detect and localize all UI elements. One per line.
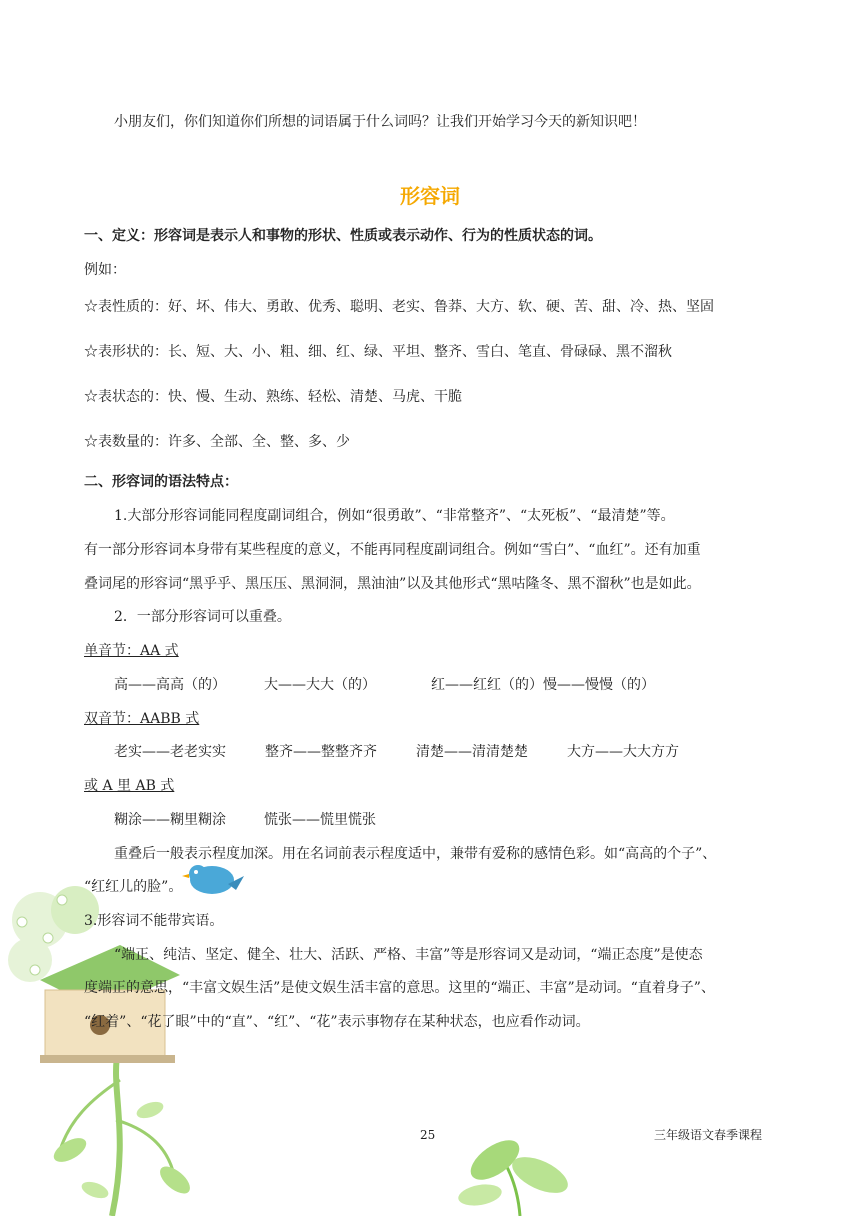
section1-heading: 一、定义：形容词是表示人和事物的形状、性质或表示动作、行为的性质状态的词。	[84, 228, 602, 244]
aabb-pair: 大方——大大方方	[567, 744, 679, 760]
intro-paragraph: 小朋友们，你们知道你们所想的词语属于什么词吗？让我们开始学习今天的新知识吧！	[114, 114, 646, 130]
course-name: 三年级语文春季课程	[654, 1128, 763, 1142]
paragraph-line: 有一部分形容词本身带有某些程度的意义，不能再同程度副词组合。例如“雪白”、“血红”。还有加重	[84, 542, 701, 558]
list-item: ☆表性质的：好、坏、伟大、勇敢、优秀、聪明、老实、鲁莽、大方、软、硬、苦、甜、冷、热、坚固	[84, 299, 714, 315]
example-label: 例如：	[84, 262, 126, 278]
section2-heading: 二、形容词的语法特点：	[84, 474, 238, 490]
paragraph-line: “端正、纯洁、坚定、健全、壮大、活跃、严格、丰富”等是形容词又是动词，“端正态度”是使态	[114, 947, 703, 963]
paragraph-line: 3.形容词不能带宾语。	[84, 913, 224, 929]
leaf-sprout-illustration	[440, 1130, 600, 1216]
paragraph-line: “红着”、“花了眼”中的“直”、“红”、“花”表示事物存在某种状态，也应看作动词。	[84, 1014, 590, 1030]
aa-pair: 红——红红（的）慢——慢慢（的）	[431, 677, 655, 693]
page-title: 形容词	[400, 184, 460, 208]
list-item: ☆表形状的：长、短、大、小、粗、细、红、绿、平坦、整齐、雪白、笔直、骨碌碌、黑不溜秋	[84, 344, 672, 360]
paragraph-line: 1.大部分形容词能同程度副词组合，例如“很勇敢”、“非常整齐”、“太死板”、“最清楚”等。	[114, 508, 675, 524]
list-item: ☆表状态的：快、慢、生动、熟练、轻松、清楚、马虎、干脆	[84, 389, 462, 405]
aabb-pair: 清楚——清清楚楚	[416, 744, 528, 760]
aa-pair: 高——高高（的）	[114, 677, 226, 693]
list-item: ☆表数量的：许多、全部、全、整、多、少	[84, 434, 350, 450]
paragraph-line: 重叠后一般表示程度加深。用在名词前表示程度适中，兼带有爱称的感情色彩。如“高高的个子”、	[114, 846, 717, 862]
paragraph-line: 度端正的意思，“丰富文娱生活”是使文娱生活丰富的意思。这里的“端正、丰富”是动词。“直着身子”、	[84, 980, 715, 996]
aliab-pair: 糊涂——糊里糊涂	[114, 812, 226, 828]
aliab-pair: 慌张——慌里慌张	[264, 812, 376, 828]
page-number: 25	[420, 1128, 436, 1142]
birdhouse-vine-illustration	[0, 850, 300, 1216]
paragraph-line: 2．一部分形容词可以重叠。	[114, 609, 291, 625]
aabb-pair: 老实——老老实实	[114, 744, 226, 760]
aabb-pair: 整齐——整整齐齐	[265, 744, 377, 760]
aa-label: 单音节：AA 式	[84, 643, 179, 659]
paragraph-line: “红红儿的脸”。	[84, 879, 183, 895]
aabb-label: 双音节：AABB 式	[84, 711, 200, 727]
aliab-label: 或 A 里 AB 式	[84, 778, 175, 794]
paragraph-line: 叠词尾的形容词“黑乎乎、黑压压、黑洞洞，黑油油”以及其他形式“黑咕隆冬、黑不溜秋”也是如此。	[84, 576, 701, 592]
aa-pair: 大——大大（的）	[264, 677, 376, 693]
